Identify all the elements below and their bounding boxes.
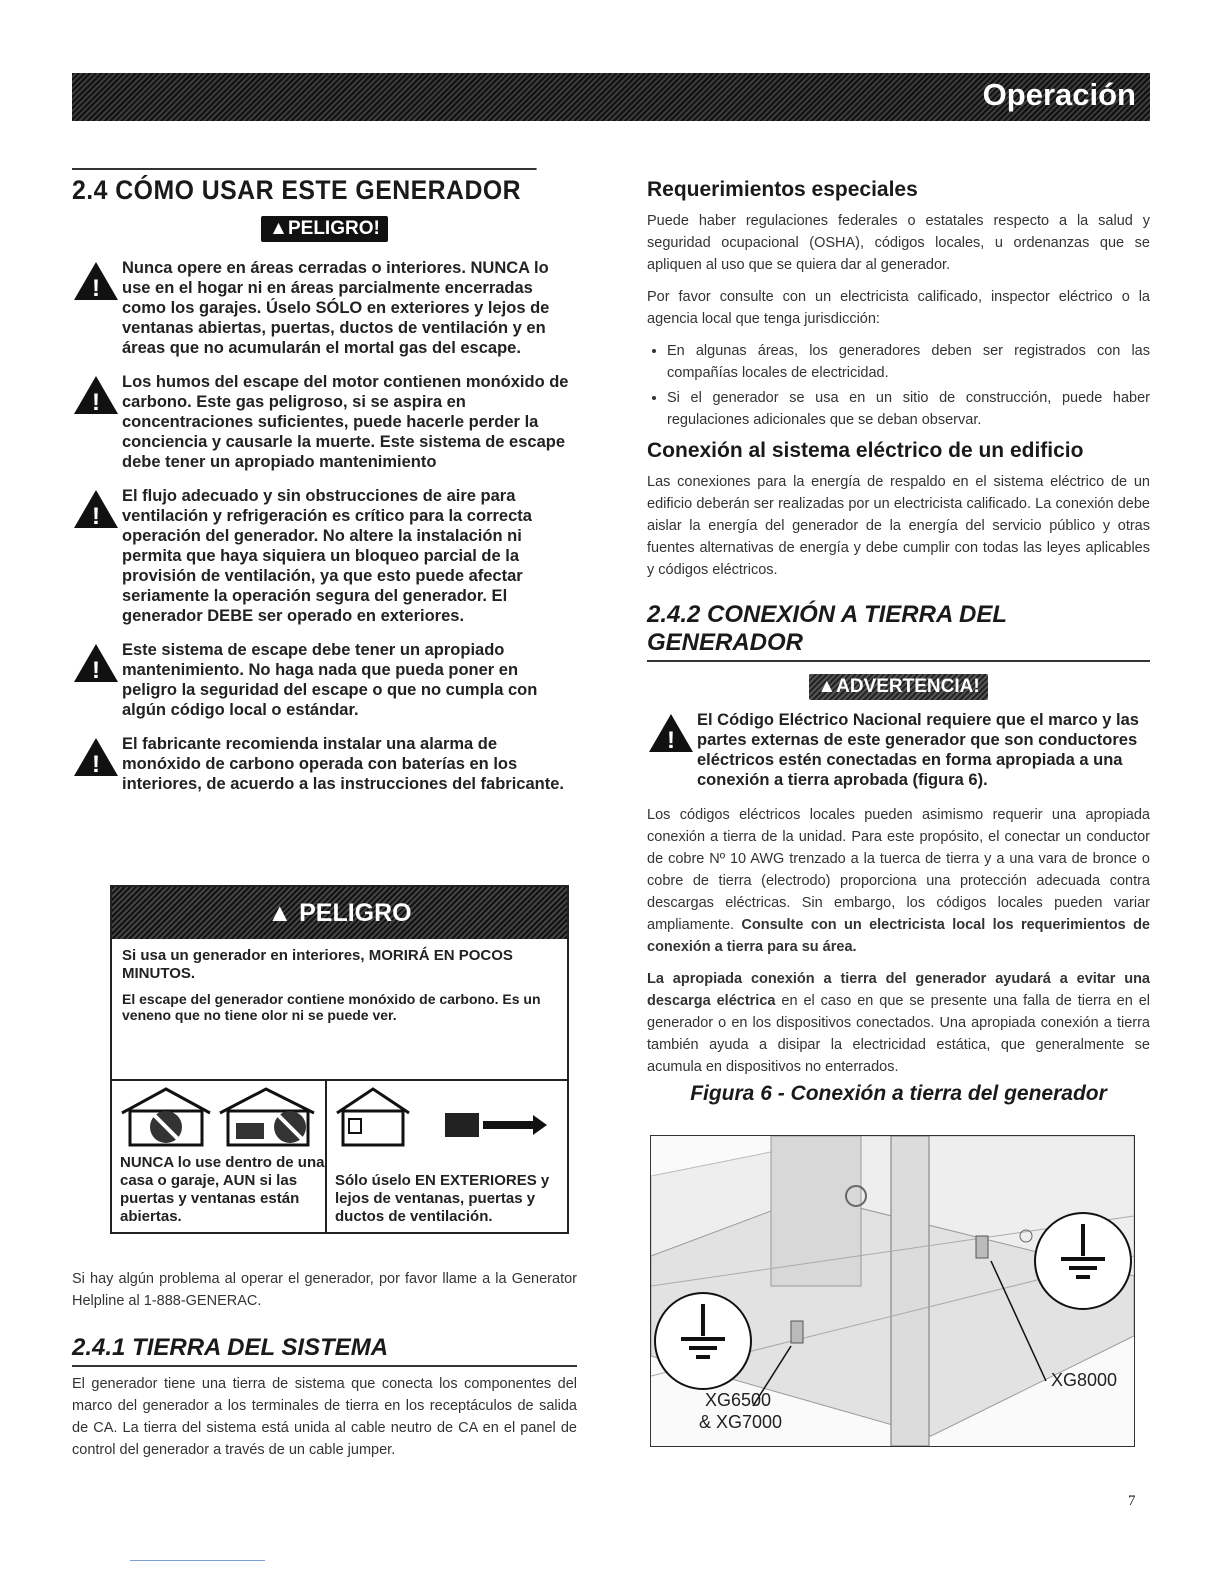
requirements-list <box>647 340 1150 431</box>
svg-text:!: ! <box>92 751 100 778</box>
section-title: 2.4 CÓMO USAR ESTE GENERADOR <box>72 168 537 206</box>
special-requirements-title: Requerimientos especiales <box>647 178 918 201</box>
warning-triangle-icon <box>72 642 120 684</box>
warning-triangle-icon <box>72 488 120 530</box>
section-banner <box>72 73 1150 121</box>
local-codes-text: Los códigos eléctricos locales pueden asimismo requerir una apropiada conexión a tierra de la unidad. Para este propósito, el conectar un conductor de cobre Nº 10 AWG trenzado a la tuerca de tierra y a una vara de bronce o cobre de tierra (electrodo) proporciona una protección adecuada contra descargas eléctricas. Sin embargo, los códigos locales pueden variar ampliamente. Consulte con un electricista local los requerimientos de conexión a tierra para su área. <box>647 807 1150 955</box>
list-item: • Si el generador se usa en un sitio de construcción, puede haber regulaciones adicionales que se deban observar. <box>667 387 1150 431</box>
left-lower <box>72 1268 577 1471</box>
warning-triangle-icon <box>72 374 120 416</box>
system-ground-text: El generador tiene una tierra de sistema que conecta los componentes del marco del generador a los terminales de tierra en los receptáculos de salida de CA. La tierra del sistema está unida al cable neutro de CA en el panel de control del generador a través de un cable jumper. <box>72 1376 577 1458</box>
warning-label-row <box>647 674 1150 700</box>
danger-box-text: El escape del generador contiene monóxido de carbono. Es un veneno que no tiene olor ni se puede ver. <box>122 991 541 1023</box>
figure-6 <box>650 1135 1135 1447</box>
danger-box <box>110 885 569 1234</box>
svg-text:!: ! <box>92 657 100 684</box>
danger-cell-outdoor <box>327 1081 567 1234</box>
building-connection-title: Conexión al sistema eléctrico de un edificio <box>647 439 1084 462</box>
generator-ground-illustration <box>651 1136 1134 1446</box>
warning-triangle-icon: ▲ <box>269 218 288 239</box>
warning-label: ▲ADVERTENCIA! <box>809 674 987 700</box>
subsection-title: 2.4.2 CONEXIÓN A TIERRA DEL GENERADOR <box>647 601 1150 662</box>
figure-label-xg8000: XG8000 <box>1051 1370 1118 1390</box>
danger-box-header: ▲ PELIGRO <box>112 887 567 939</box>
svg-text:!: ! <box>92 275 100 302</box>
danger-label: ▲PELIGRO! <box>261 216 388 242</box>
warning-item: ! Nunca opere en áreas cerradas o interiores. NUNCA lo use en el hogar ni en áreas parcialmente encerradas como los garajes. Úselo SÓLO en exteriores y lejos de ventanas abiertas, puertas, ductos de ventilación y en áreas que no acumularán el mortal gas del escape. <box>72 258 577 358</box>
svg-text:!: ! <box>667 727 675 754</box>
warning-triangle-icon: ▲ <box>267 899 300 927</box>
svg-text:!: ! <box>92 389 100 416</box>
danger-box-text: Si usa un generador en interiores, MORIRÁ EN POCOS MINUTOS. <box>122 947 513 982</box>
requirements-text: Por favor consulte con un electricista calificado, inspector eléctrico o la agencia local que tenga jurisdicción: <box>647 289 1150 327</box>
right-column <box>647 178 1150 1088</box>
figure-label-xg7000: & XG7000 <box>699 1412 783 1432</box>
warning-item: ! El flujo adecuado y sin obstrucciones de aire para ventilación y refrigeración es crítico para la correcta operación del generador. No altere la instalación ni permita que haya siquiera un bloqueo parcial de la provisión de ventilación, ya que esto puede afectar seriamente la operación segura del generador. El generador DEBE ser operado en exteriores. <box>72 486 577 626</box>
list-item: • En algunas áreas, los generadores deben ser registrados con las compañías locales de electricidad. <box>667 340 1150 384</box>
warning-triangle-icon <box>647 712 695 754</box>
figure-caption: Figura 6 - Conexión a tierra del generador <box>690 1082 1107 1105</box>
danger-label-row <box>72 216 577 242</box>
danger-grid <box>112 1079 567 1234</box>
subsection-title: 2.4.1 TIERRA DEL SISTEMA <box>72 1334 577 1367</box>
helpline-text: Si hay algún problema al operar el generador, por favor llame a la Generator Helpline al 1-888-GENERAC. <box>72 1271 577 1309</box>
footer-line <box>130 1560 265 1561</box>
no-house-garage-icon <box>118 1085 318 1147</box>
warning-item: ! Este sistema de escape debe tener un apropiado mantenimiento. No haga nada que pueda poner en peligro la seguridad del escape o que no cumpla con algún código local o estándar. <box>72 640 577 720</box>
house-generator-arrow-icon <box>333 1085 553 1147</box>
danger-cell-text: Sólo úselo EN EXTERIORES y lejos de ventanas, puertas y ductos de ventilación. <box>335 1172 550 1225</box>
banner-title: Operación <box>982 77 1136 112</box>
warning-item: ! Los humos del escape del motor contienen monóxido de carbono. Este gas peligroso, si se aspira en concentraciones suficientes, puede hacerle perder la conciencia y causarle la muerte. Este sistema de escape debe tener un apropiado mantenimiento <box>72 372 577 472</box>
building-connection-text: Las conexiones para la energía de respaldo en el sistema eléctrico de un edificio deberán ser realizadas por un electricista calificado. La conexión debe aislar la energía del generador de la energía del servicio público y otras fuentes alternativas de energía y debe cumplir con todas las leyes aplicables y códigos eléctricos. <box>647 474 1150 578</box>
warning-item: ! El fabricante recomienda instalar una alarma de monóxido de carbono operada con baterías en los interiores, de acuerdo a las instrucciones del fabricante. <box>72 734 577 794</box>
danger-cell-indoor <box>112 1081 327 1234</box>
left-column <box>72 168 577 808</box>
proper-ground-text: La apropiada conexión a tierra del generador ayudará a evitar una descarga eléctrica en el caso en que se presente una falla de tierra en el generador o en los dispositivos conectados. Una apropiada conexión a tierra también ayuda a disipar la electricidad estática, que generalmente se acumula en dispositivos no enterrados. <box>647 971 1151 1075</box>
warning-triangle-icon <box>72 736 120 778</box>
page-number: 7 <box>1128 1493 1136 1509</box>
danger-cell-text: NUNCA lo use dentro de una casa o garaje, AUN si las puertas y ventanas están abiertas. <box>120 1154 325 1225</box>
figure-label-xg6500: XG6500 <box>705 1390 772 1410</box>
warning-item: ! El Código Eléctrico Nacional requiere que el marco y las partes externas de este generador que son conductores eléctricos estén conectadas en forma apropiada a una conexión a tierra aprobada (figura 6). <box>647 710 1150 790</box>
requirements-text: Puede haber regulaciones federales o estatales respecto a la salud y seguridad ocupacional (OSHA), códigos locales, u ordenanzas que se apliquen al uso que se quiera dar al generador. <box>647 213 1150 273</box>
warning-triangle-icon: ▲ <box>817 676 837 697</box>
svg-text:!: ! <box>92 503 100 530</box>
warning-triangle-icon <box>72 260 120 302</box>
